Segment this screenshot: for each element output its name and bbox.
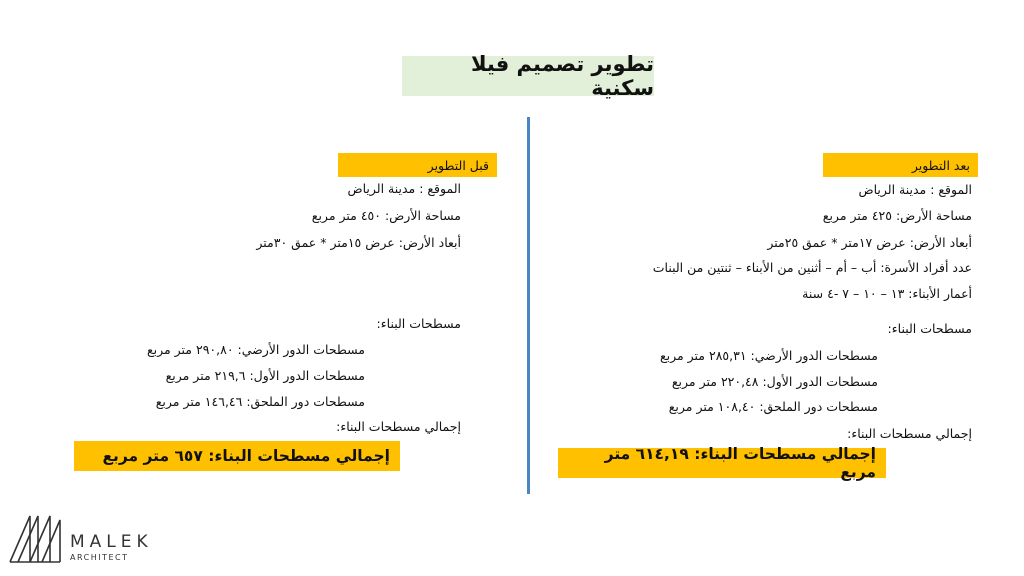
page-title: تطوير تصميم فيلا سكنية <box>402 56 654 96</box>
after-land-dims: أبعاد الأرض: عرض ١٧متر * عمق ٢٥متر <box>767 235 972 250</box>
before-total-label: إجمالي مسطحات البناء: <box>336 419 461 434</box>
before-annex: مسطحات دور الملحق: ١٤٦,٤٦ متر مربع <box>155 394 365 409</box>
after-location: الموقع : مدينة الرياض <box>858 182 972 197</box>
after-total: إجمالي مسطحات البناء: ٦١٤,١٩ متر مربع <box>558 448 886 478</box>
after-heading: بعد التطوير <box>823 153 978 177</box>
before-land-area: مساحة الأرض: ٤٥٠ متر مربع <box>311 208 461 223</box>
logo-subtitle: ARCHITECT <box>70 553 129 562</box>
logo-name: MALEK <box>70 532 153 552</box>
before-land-dims: أبعاد الأرض: عرض ١٥متر * عمق ٣٠متر <box>256 235 461 250</box>
after-ages: أعمار الأبناء: ١٣ – ١٠ – ٧ -٤ سنة <box>802 286 972 301</box>
after-land-area: مساحة الأرض: ٤٢٥ متر مربع <box>822 208 972 223</box>
before-areas-label: مسطحات البناء: <box>376 316 461 331</box>
after-areas-label: مسطحات البناء: <box>887 321 972 336</box>
before-ground-floor: مسطحات الدور الأرضي: ٢٩٠,٨٠ متر مربع <box>146 342 365 357</box>
before-total: إجمالي مسطحات البناء: ٦٥٧ متر مربع <box>74 441 400 471</box>
after-family: عدد أفراد الأسرة: أب – أم – أثنين من الأبناء – ثنتين من البنات <box>652 260 972 275</box>
after-annex: مسطحات دور الملحق: ١٠٨,٤٠ متر مربع <box>668 399 878 414</box>
after-ground-floor: مسطحات الدور الأرضي: ٢٨٥,٣١ متر مربع <box>659 348 878 363</box>
before-location: الموقع : مدينة الرياض <box>347 181 461 196</box>
after-first-floor: مسطحات الدور الأول: ٢٢٠,٤٨ متر مربع <box>671 374 878 389</box>
before-first-floor: مسطحات الدور الأول: ٢١٩,٦ متر مربع <box>165 368 365 383</box>
after-total-label: إجمالي مسطحات البناء: <box>847 426 972 441</box>
before-heading: قبل التطوير <box>338 153 497 177</box>
